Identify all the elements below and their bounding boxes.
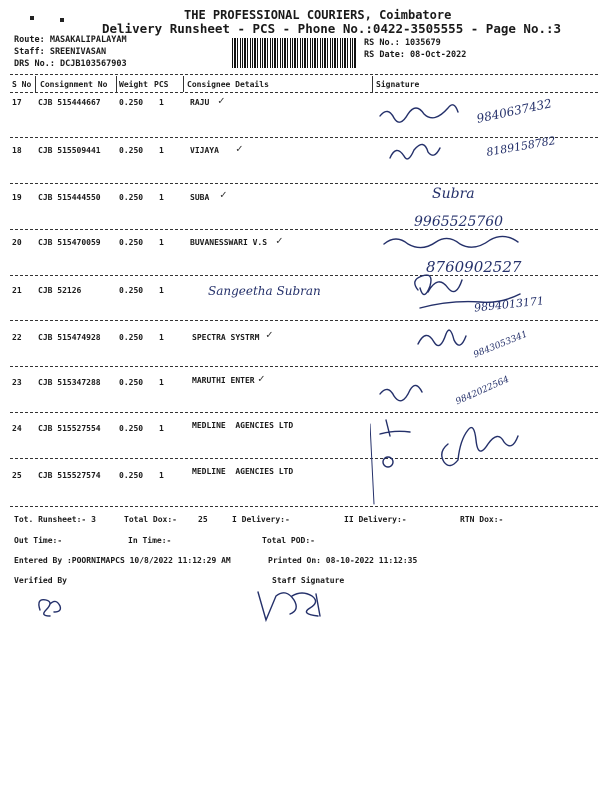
row-consignee: SPECTRA SYSTRM: [192, 333, 260, 342]
handwritten-phone: 8760902527: [426, 258, 522, 276]
signature-scribble: [442, 428, 518, 466]
ii-delivery: II Delivery:-: [344, 515, 407, 524]
row-weight: 0.250: [119, 238, 144, 247]
row-consignee: MARUTHI ENTER: [192, 376, 255, 385]
row-weight: 0.250: [119, 146, 144, 155]
row-consignee: SUBA: [190, 193, 210, 202]
row-consignment-no: CJB 515444667: [38, 98, 101, 107]
col-header-sno: S No: [12, 80, 32, 89]
col-divider: [35, 76, 36, 92]
col-divider: [116, 76, 117, 92]
row-sno: 23: [12, 378, 22, 387]
row-consignment-no: CJB 515444550: [38, 193, 101, 202]
scan-speck: [30, 16, 34, 20]
row-pcs: 1: [159, 98, 164, 107]
row-sno: 25: [12, 471, 22, 480]
col-header-consignment: Consignment No: [40, 80, 108, 89]
row-pcs: 1: [159, 193, 164, 202]
row-consignment-no: CJB 515474928: [38, 333, 101, 342]
signature-scribble: [390, 144, 440, 158]
route-label: Route: MASAKALIPALAYAM: [14, 35, 127, 45]
verified-by-signature: [39, 600, 61, 616]
staff-signature-mark: [258, 592, 320, 620]
col-divider: [372, 76, 373, 92]
signature-scribble: [383, 457, 393, 467]
rs-date: RS Date: 08-Oct-2022: [364, 50, 467, 60]
tick-mark: ✓: [276, 234, 283, 247]
row-pcs: 1: [159, 333, 164, 342]
handwritten-phone: 9840637432: [475, 96, 553, 126]
verified-by: Verified By: [14, 576, 67, 585]
row-sno: 20: [12, 238, 22, 247]
row-weight: 0.250: [119, 193, 144, 202]
row-pcs: 1: [159, 286, 164, 295]
row-pcs: 1: [159, 146, 164, 155]
row-weight: 0.250: [119, 471, 144, 480]
row-sno: 18: [12, 146, 22, 155]
row-sno: 24: [12, 424, 22, 433]
row-pcs: 1: [159, 238, 164, 247]
total-dox-label: Total Dox:-: [124, 515, 177, 524]
runsheet-title: Delivery Runsheet - PCS - Phone No.:0422-3505555 - Page No.:3: [102, 21, 562, 36]
row-consignment-no: CJB 515509441: [38, 146, 101, 155]
i-delivery: I Delivery:-: [232, 515, 290, 524]
footer-signatures: [30, 586, 370, 626]
out-time: Out Time:-: [14, 536, 63, 545]
handwritten-phone: 8189158782: [485, 134, 557, 159]
signature-scribble: [384, 236, 518, 247]
row-weight: 0.250: [119, 286, 144, 295]
in-time: In Time:-: [128, 536, 172, 545]
row-consignment-no: CJB 515527574: [38, 471, 101, 480]
row-consignee: RAJU: [190, 98, 210, 107]
row-sno: 22: [12, 333, 22, 342]
tick-mark: ✓: [218, 94, 225, 107]
row-pcs: 1: [159, 424, 164, 433]
row-consignment-no: CJB 515527554: [38, 424, 101, 433]
rtn-dox: RTN Dox:-: [460, 515, 504, 524]
tick-mark: ✓: [258, 372, 265, 385]
row-weight: 0.250: [119, 378, 144, 387]
tick-mark: ✓: [220, 188, 227, 201]
total-dox-value: 25: [198, 515, 208, 524]
row-consignment-no: CJB 515470059: [38, 238, 101, 247]
company-title: THE PROFESSIONAL COURIERS, Coimbatore: [184, 8, 452, 22]
table-bottom-rule: [10, 506, 598, 507]
row-consignee: MEDLINE AGENCIES LTD: [192, 467, 294, 476]
staff-signature-label: Staff Signature: [272, 576, 345, 585]
tot-runsheet: Tot. Runsheet:- 3: [14, 515, 96, 524]
scan-speck: [60, 18, 64, 22]
row-weight: 0.250: [119, 333, 144, 342]
row-consignee: BUVANESSWARI V.S: [190, 238, 268, 247]
entered-by: Entered By :POORNIMAPCS 10/8/2022 11:12:29 AM: [14, 556, 231, 565]
handwritten-phone: 9843053341: [472, 329, 530, 361]
col-header-weight: Weight: [119, 80, 148, 89]
col-header-pcs: PCS: [154, 80, 169, 89]
row-consignment-no: CJB 515347288: [38, 378, 101, 387]
handwritten-name: Subra: [432, 186, 475, 202]
tick-mark: ✓: [266, 328, 273, 341]
table-header-rule: [10, 92, 598, 93]
col-divider: [183, 76, 184, 92]
col-header-signature: Signature: [376, 80, 420, 89]
staff-label: Staff: SREENIVASAN: [14, 47, 107, 57]
row-sno: 19: [12, 193, 22, 202]
row-consignee: MEDLINE AGENCIES LTD: [192, 421, 294, 430]
signature-scribble: [370, 424, 374, 504]
handwritten-consignee: Sangeetha Subran: [208, 284, 321, 298]
row-pcs: 1: [159, 378, 164, 387]
barcode: [232, 38, 356, 68]
table-top-rule: [10, 74, 598, 75]
row-sno: 17: [12, 98, 22, 107]
row-weight: 0.250: [119, 98, 144, 107]
row-consignee: VIJAYA: [190, 146, 219, 155]
signature-scribble: [380, 385, 422, 400]
total-pod: Total POD:-: [262, 536, 315, 545]
signature-scribble: [380, 105, 458, 122]
rs-number: RS No.: 1035679: [364, 38, 441, 48]
row-consignment-no: CJB 52126: [38, 286, 82, 295]
row-pcs: 1: [159, 471, 164, 480]
signature-scribble: [418, 330, 466, 345]
handwritten-phone: 9842022564: [454, 374, 511, 408]
row-weight: 0.250: [119, 424, 144, 433]
handwritten-phone: 9965525760: [414, 214, 504, 230]
handwritten-phone: 9894013171: [473, 294, 545, 315]
signature-scribble: [380, 420, 410, 436]
drs-number: DRS No.: DCJB103567903: [14, 59, 127, 69]
col-header-consignee: Consignee Details: [187, 80, 269, 89]
row-sno: 21: [12, 286, 22, 295]
printed-on: Printed On: 08-10-2022 11:12:35: [268, 556, 418, 565]
tick-mark: ✓: [236, 142, 243, 155]
